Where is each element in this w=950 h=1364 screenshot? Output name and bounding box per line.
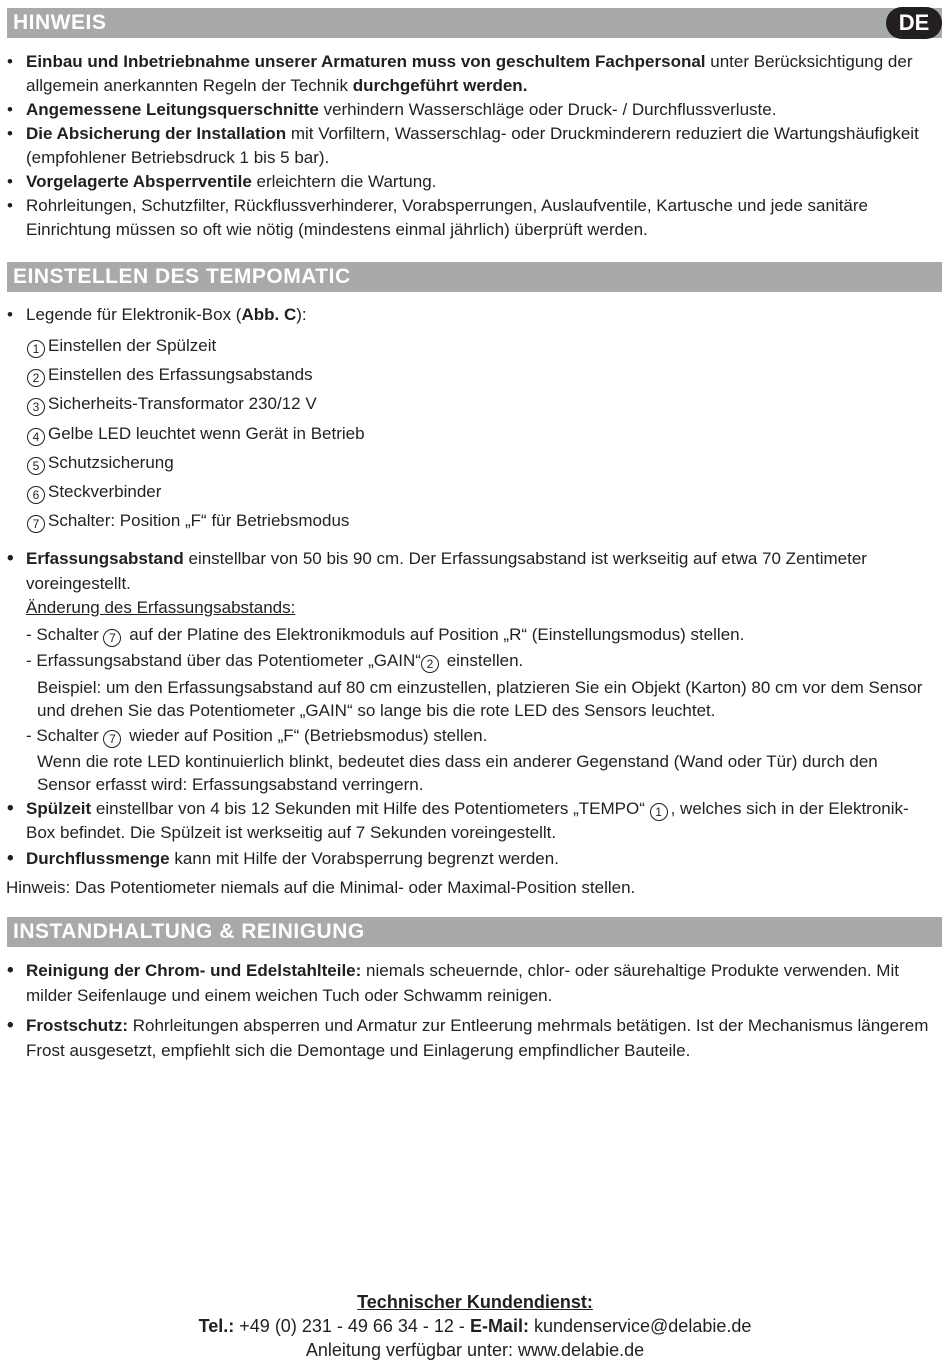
- number-circle: 2: [27, 369, 45, 387]
- list-item: [7, 170, 933, 194]
- subheading: Änderung des Erfassungsabstands:: [26, 598, 296, 617]
- legend-intro-list: [7, 303, 933, 327]
- hinweis-list: [7, 50, 933, 242]
- text: - Erfassungsabstand über das Potentiometer „GAIN“: [26, 651, 421, 670]
- section-header-instandhaltung: [7, 917, 942, 947]
- footer-title: Technischer Kundendienst:: [357, 1292, 593, 1312]
- legend-text: Schutzsicherung: [48, 452, 174, 472]
- legend-item: [27, 389, 933, 418]
- number-circle: 1: [650, 803, 668, 821]
- bold-text: Reinigung der Chrom- und Edelstahlteile:: [26, 961, 362, 980]
- text: niemals scheuernde, chlor- oder säurehaltige Produkte verwenden. Mit milder Seifenlauge und einem weichen Tuch oder Schwamm reinigen.: [26, 961, 899, 1005]
- list-item: [7, 303, 933, 327]
- legend-text: Sicherheits-Transformator 230/12 V: [48, 394, 317, 414]
- bold-text: Vorgelagerte Absperrventile: [26, 172, 252, 191]
- bold-text: durchgeführt werden.: [352, 76, 528, 95]
- text: Legende für Elektronik-Box (: [26, 305, 242, 324]
- text: einstellbar von 50 bis 90 cm. Der Erfassungsabstand ist werkseitig auf etwa 70 Zentimeter voreingestellt.: [26, 549, 867, 593]
- potentiometer-note: Hinweis: Das Potentiometer niemals auf die Minimal- oder Maximal-Position stellen.: [6, 877, 636, 897]
- number-circle: 7: [27, 515, 45, 533]
- section-header-hinweis: [7, 8, 942, 38]
- bold-text: Spülzeit: [26, 799, 92, 818]
- text: verhindern Wasserschläge oder Druck- / Durchflussverluste.: [318, 100, 777, 119]
- section-header-einstellen: [7, 262, 942, 292]
- language-badge: DE: [886, 7, 942, 39]
- number-circle: 3: [27, 398, 45, 416]
- bold-text: Einbau und Inbetriebnahme unserer Armaturen muss von geschultem Fachpersonal: [26, 52, 706, 71]
- list-item: [7, 194, 933, 242]
- list-item: [7, 959, 933, 1008]
- text: erleichtern die Wartung.: [251, 172, 437, 191]
- legend-text: Einstellen der Spülzeit: [48, 336, 217, 355]
- text: auf der Platine des Elektronikmoduls auf Position „R“ (Einstellungsmodus) stellen.: [124, 624, 745, 644]
- number-circle: 2: [421, 655, 439, 673]
- section-title: HINWEIS: [13, 11, 107, 34]
- step: [26, 724, 933, 749]
- list-item-erfassung: [7, 547, 933, 796]
- bold-text: Frostschutz:: [26, 1016, 128, 1035]
- list-item-spuelzeit: [7, 797, 933, 845]
- number-circle: 4: [27, 428, 45, 446]
- email-address: kundenservice@delabie.de: [528, 1316, 752, 1336]
- text: Rohrleitungen, Schutzfilter, Rückflussverhinderer, Vorabsperrungen, Auslaufventile, Kartusche und jede sanitäre Einrichtung müssen so oft wie nötig (mindestens einmal jährlich) überprüft werden.: [26, 196, 868, 239]
- text: - Schalter: [26, 725, 104, 745]
- legend-text: Steckverbinder: [48, 481, 162, 501]
- list-item: [7, 98, 933, 122]
- tel-label: Tel.:: [198, 1316, 235, 1336]
- section-title: EINSTELLEN DES TEMPOMATIC: [13, 265, 351, 288]
- instandhaltung-block: [7, 959, 933, 1063]
- text: mit Vorfiltern, Wasserschlag- oder Druckminderern reduziert die Wartungshäufigkeit (empfohlener Betriebsdruck 1 bis 5 bar).: [26, 124, 919, 167]
- text: einstellen.: [441, 651, 524, 670]
- bold-text: Durchflussmenge: [26, 849, 170, 868]
- number-circle: 7: [103, 730, 121, 748]
- legend-item: [27, 360, 933, 389]
- footer: [0, 1290, 950, 1362]
- number-circle: 1: [27, 340, 45, 358]
- legend-text: Einstellen des Erfassungsabstands: [48, 365, 313, 385]
- instandhaltung-list: [7, 959, 933, 1063]
- legend-item: [27, 477, 933, 506]
- legend-item: [27, 506, 933, 535]
- text: unter Berücksichtigung der allgemein anerkannten Regeln der Technik: [26, 52, 913, 95]
- text: einstellbar von 4 bis 12 Sekunden mit Hilfe des Potentiometers „TEMPO“: [91, 799, 650, 818]
- number-circle: 5: [27, 457, 45, 475]
- contact-line: [0, 1314, 950, 1338]
- number-circle: 7: [103, 629, 121, 647]
- text: ):: [296, 305, 307, 324]
- number-circle: 6: [27, 486, 45, 504]
- settings-block: [7, 547, 933, 900]
- text: - Schalter: [26, 624, 104, 644]
- list-item: [7, 50, 933, 98]
- list-item-durchfluss: [7, 847, 933, 872]
- text: kann mit Hilfe der Vorabsperrung begrenzt werden.: [169, 849, 559, 868]
- list-item: [7, 122, 933, 170]
- bold-text: Erfassungsabstand: [26, 549, 184, 568]
- legend-block: [7, 303, 933, 535]
- step: [26, 623, 933, 648]
- legend-text: Gelbe LED leuchtet wenn Gerät in Betrieb: [48, 423, 365, 443]
- text: , welches sich in der Elektronik-Box befindet. Die Spülzeit ist werkseitig auf 7 Sekunden voreingestellt.: [26, 799, 909, 842]
- text: wieder auf Position „F“ (Betriebsmodus) stellen.: [124, 725, 488, 745]
- text: Rohrleitungen absperren und Armatur zur Entleerung mehrmals betätigen. Ist der Mechanismus längerem Frost ausgesetzt, empfiehlt sich die Demontage und Einlagerung empfindlicher Bauteile.: [26, 1016, 929, 1060]
- legend-item: [27, 419, 933, 448]
- section-title: INSTANDHALTUNG & REINIGUNG: [13, 920, 365, 943]
- manual-line: Anleitung verfügbar unter: www.delabie.de: [305, 1340, 645, 1360]
- note-text: Wenn die rote LED kontinuierlich blinkt, bedeutet dies dass ein anderer Gegenstand (Wand oder Tür) durch den Sensor erfasst wird: Erfassungsabstand verringern.: [37, 752, 878, 794]
- example-text: Beispiel: um den Erfassungsabstand auf 80 cm einzustellen, platzieren Sie ein Objekt (Karton) 80 cm vor dem Sensor und drehen Sie das Potentiometer „GAIN“ so lange bis die rote LED des Sensors leuchtet.: [37, 677, 923, 720]
- legend-text: Schalter: Position „F“ für Betriebsmodus: [48, 511, 350, 531]
- list-item: [7, 1014, 933, 1063]
- hinweis-list-block: [7, 50, 933, 242]
- settings-list: [7, 547, 933, 872]
- tel-number: +49 (0) 231 - 49 66 34 - 12 -: [234, 1316, 470, 1336]
- legend-list: [7, 331, 933, 535]
- legend-item: [27, 331, 933, 360]
- email-label: E-Mail:: [469, 1316, 529, 1336]
- figure-ref: Abb. C: [241, 305, 297, 324]
- step: [26, 649, 933, 674]
- bold-text: Angemessene Leitungsquerschnitte: [26, 100, 319, 119]
- bold-text: Die Absicherung der Installation: [26, 124, 287, 143]
- legend-item: [27, 448, 933, 477]
